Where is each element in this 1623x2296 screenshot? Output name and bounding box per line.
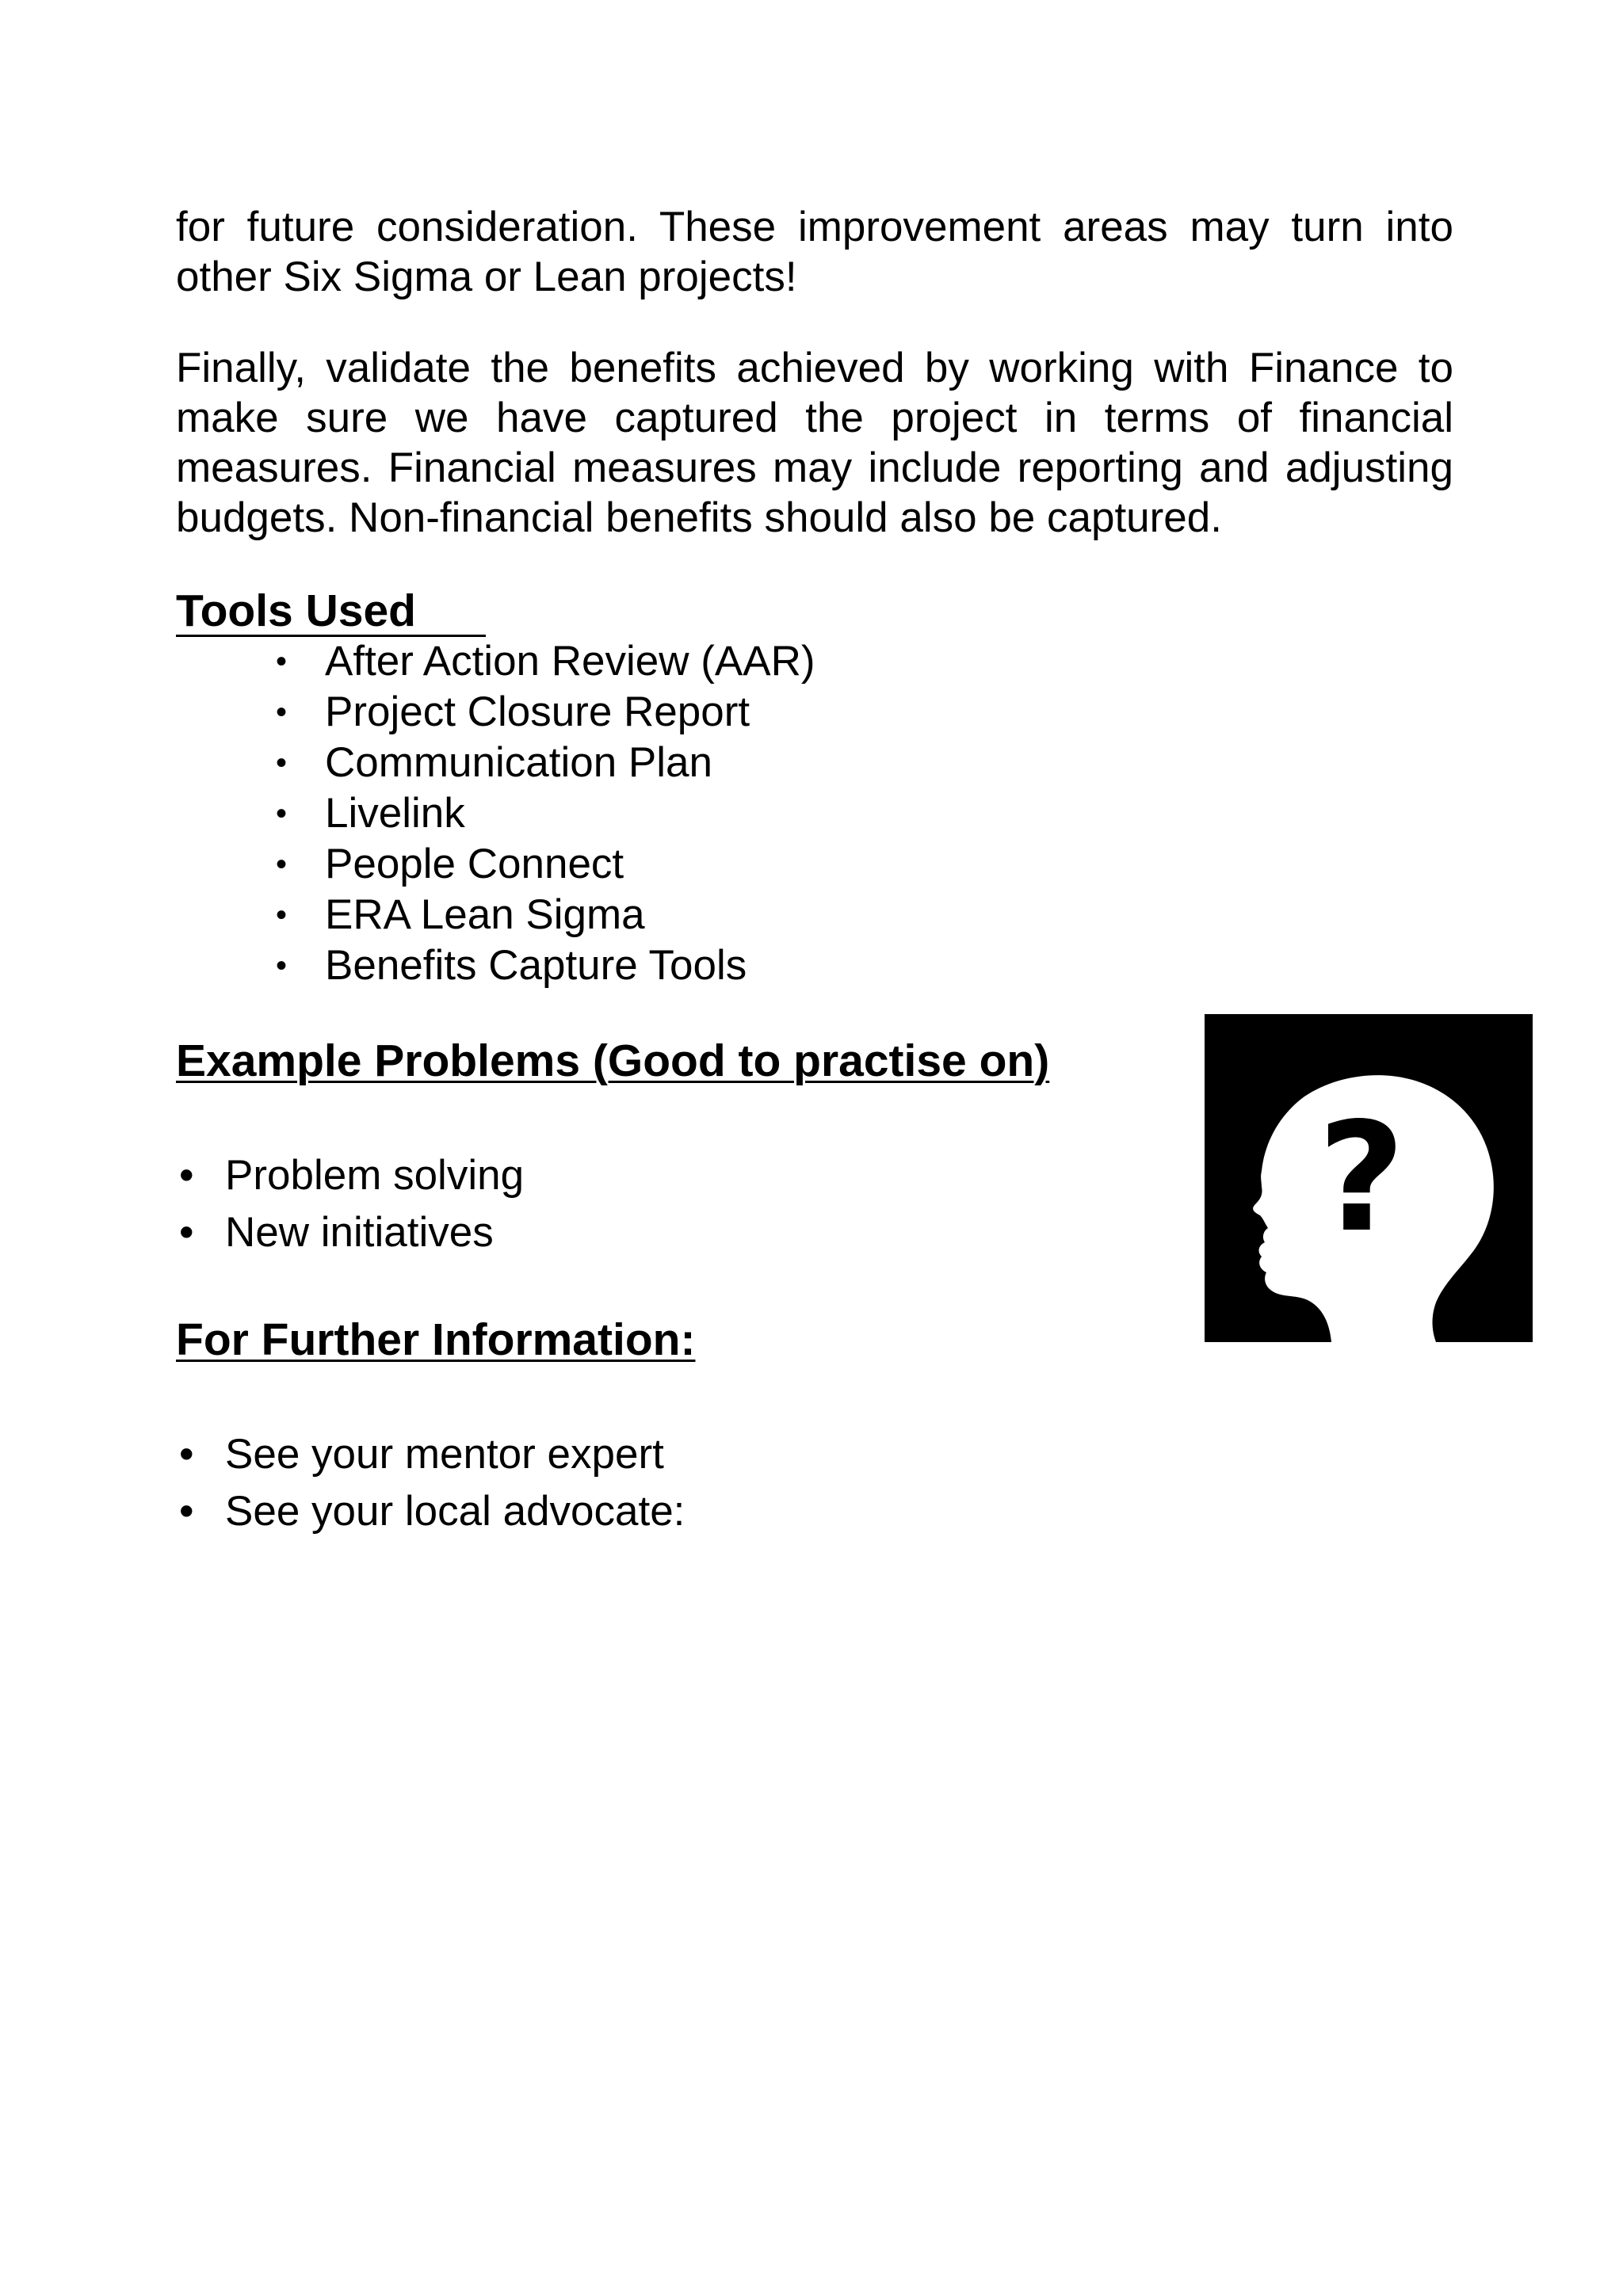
list-item-text: After Action Review (AAR) [325, 638, 815, 685]
head-question-mark-icon [1205, 1014, 1533, 1342]
bullet-glyph: • [276, 898, 288, 933]
list-item-text: See your mentor expert [225, 1431, 664, 1478]
list-item-text: People Connect [325, 841, 624, 887]
intro-paragraph-1: for future consideration. These improvement areas may turn into other Six Sigma or Lean projects! [176, 204, 1453, 300]
list-item-text: Benefits Capture Tools [325, 942, 747, 989]
list-item [176, 940, 815, 991]
further-information-heading: For Further Information: [176, 1314, 696, 1365]
list-item-text: Livelink [325, 790, 465, 837]
list-item-text: ERA Lean Sigma [325, 891, 645, 938]
bullet-glyph: • [179, 1152, 194, 1199]
bullet-glyph: • [276, 948, 288, 983]
list-item [176, 839, 815, 890]
example-problems-list [176, 1147, 524, 1261]
list-item [176, 1147, 524, 1204]
tools-used-list [176, 636, 815, 991]
bullet-glyph: • [179, 1488, 194, 1535]
bullet-glyph: • [276, 746, 288, 780]
list-item-text: See your local advocate: [225, 1488, 685, 1535]
intro-paragraph-2: Finally, validate the benefits achieved by working with Finance to make sure we have captured the project in terms of financial measures. Financial measures may include reporting and adjusting budgets. Non-financial benefits should also be captured. [176, 345, 1453, 541]
list-item-text: New initiatives [225, 1209, 494, 1256]
list-item [176, 738, 815, 788]
list-item [176, 788, 815, 839]
further-information-list [176, 1426, 685, 1540]
bullet-glyph: • [276, 796, 288, 831]
list-item [176, 1426, 685, 1483]
list-item [176, 636, 815, 687]
list-item-text: Project Closure Report [325, 688, 750, 735]
question-mark-glyph: ? [1317, 1090, 1406, 1265]
tools-used-heading-text: Tools Used [176, 587, 486, 637]
list-item [176, 890, 815, 940]
list-item [176, 1483, 685, 1540]
list-item-text: Problem solving [225, 1152, 525, 1199]
list-item-text: Communication Plan [325, 739, 713, 786]
bullet-glyph: • [276, 847, 288, 882]
list-item [176, 687, 815, 738]
tools-used-heading [176, 585, 486, 637]
list-item [176, 1204, 524, 1261]
example-problems-heading: Example Problems (Good to practise on) [176, 1035, 1050, 1086]
bullet-glyph: • [276, 695, 288, 730]
bullet-glyph: • [179, 1209, 194, 1256]
bullet-glyph: • [276, 644, 288, 679]
bullet-glyph: • [179, 1431, 194, 1478]
